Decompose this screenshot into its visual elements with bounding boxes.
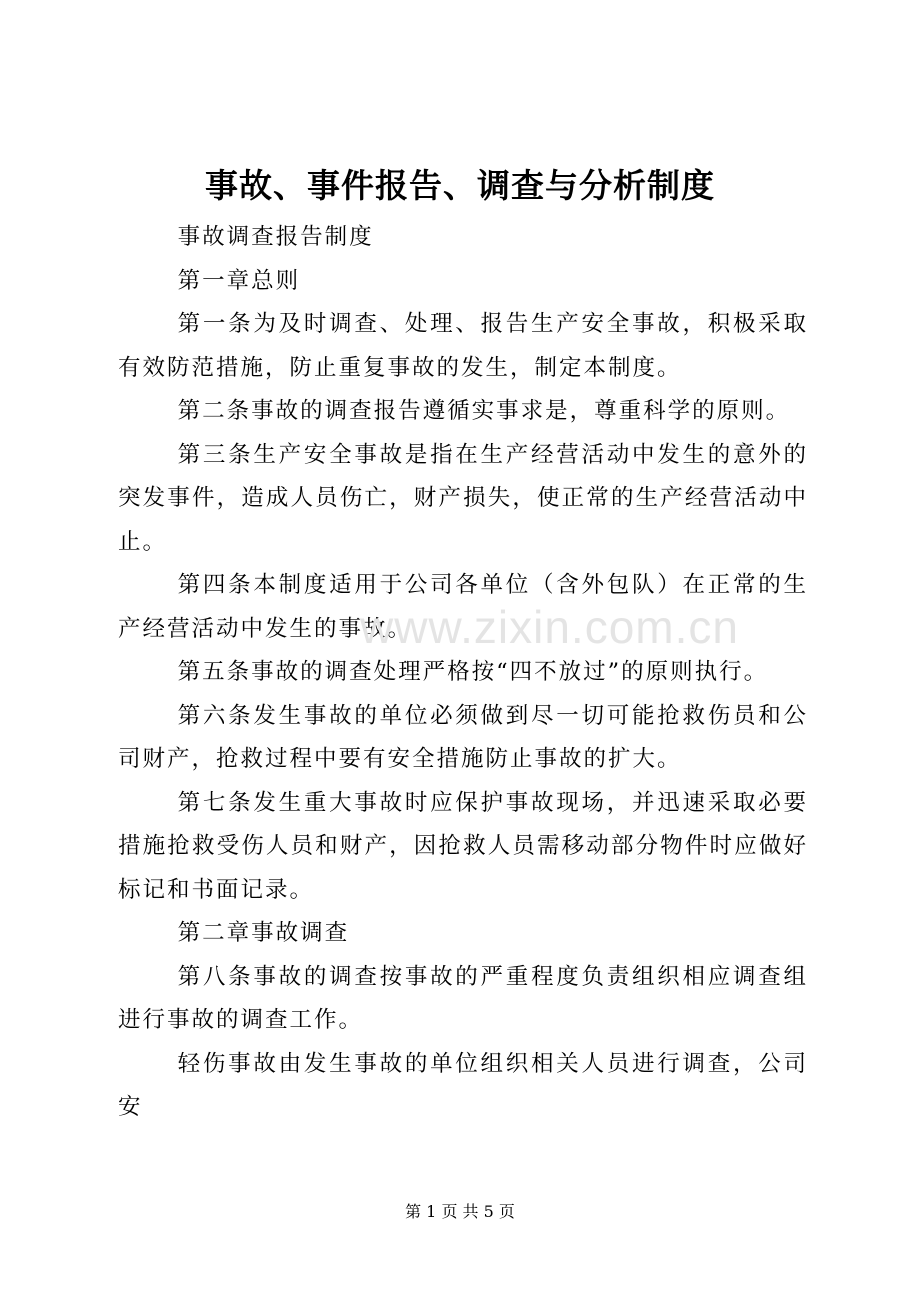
document-body bbox=[118, 216, 808, 1130]
page-footer: 第 1 页 共 5 页 bbox=[405, 1202, 515, 1221]
paragraph: 第五条事故的调查处理严格按“四不放过”的原则执行。 bbox=[177, 659, 769, 685]
paragraph: 事故调查报告制度 bbox=[177, 224, 374, 250]
paragraph: 第一条为及时调查、处理、报告生产安全事故，积极采取有效防范措施，防止重复事故的发生，制定本制度。 bbox=[118, 311, 808, 381]
paragraph: 第八条事故的调查按事故的严重程度负责组织相应调查组进行事故的调查工作。 bbox=[118, 963, 808, 1033]
paragraph: 第六条发生事故的单位必须做到尽一切可能抢救伤员和公司财产，抢救过程中要有安全措施防止事故的扩大。 bbox=[118, 702, 808, 772]
paragraph: 第四条本制度适用于公司各单位（含外包队）在正常的生产经营活动中发生的事故。 bbox=[118, 572, 808, 642]
document-title: 事故、事件报告、调查与分析制度 bbox=[205, 166, 715, 205]
watermark: www.zixin.com.cn bbox=[360, 601, 739, 653]
paragraph: 第一章总则 bbox=[177, 267, 301, 294]
paragraph: 轻伤事故由发生事故的单位组织相关人员进行调查，公司安 bbox=[118, 1050, 808, 1120]
paragraph: 第二章事故调查 bbox=[177, 920, 350, 946]
paragraph: 第二条事故的调查报告遵循实事求是，尊重科学的原则。 bbox=[177, 398, 791, 424]
paragraph: 第七条发生重大事故时应保护事故现场，并迅速采取必要措施抢救受伤人员和财产，因抢救人员需移动部分物件时应做好标记和书面记录。 bbox=[118, 789, 808, 903]
paragraph: 第三条生产安全事故是指在生产经营活动中发生的意外的突发事件，造成人员伤亡，财产损失，使正常的生产经营活动中止。 bbox=[118, 441, 808, 555]
